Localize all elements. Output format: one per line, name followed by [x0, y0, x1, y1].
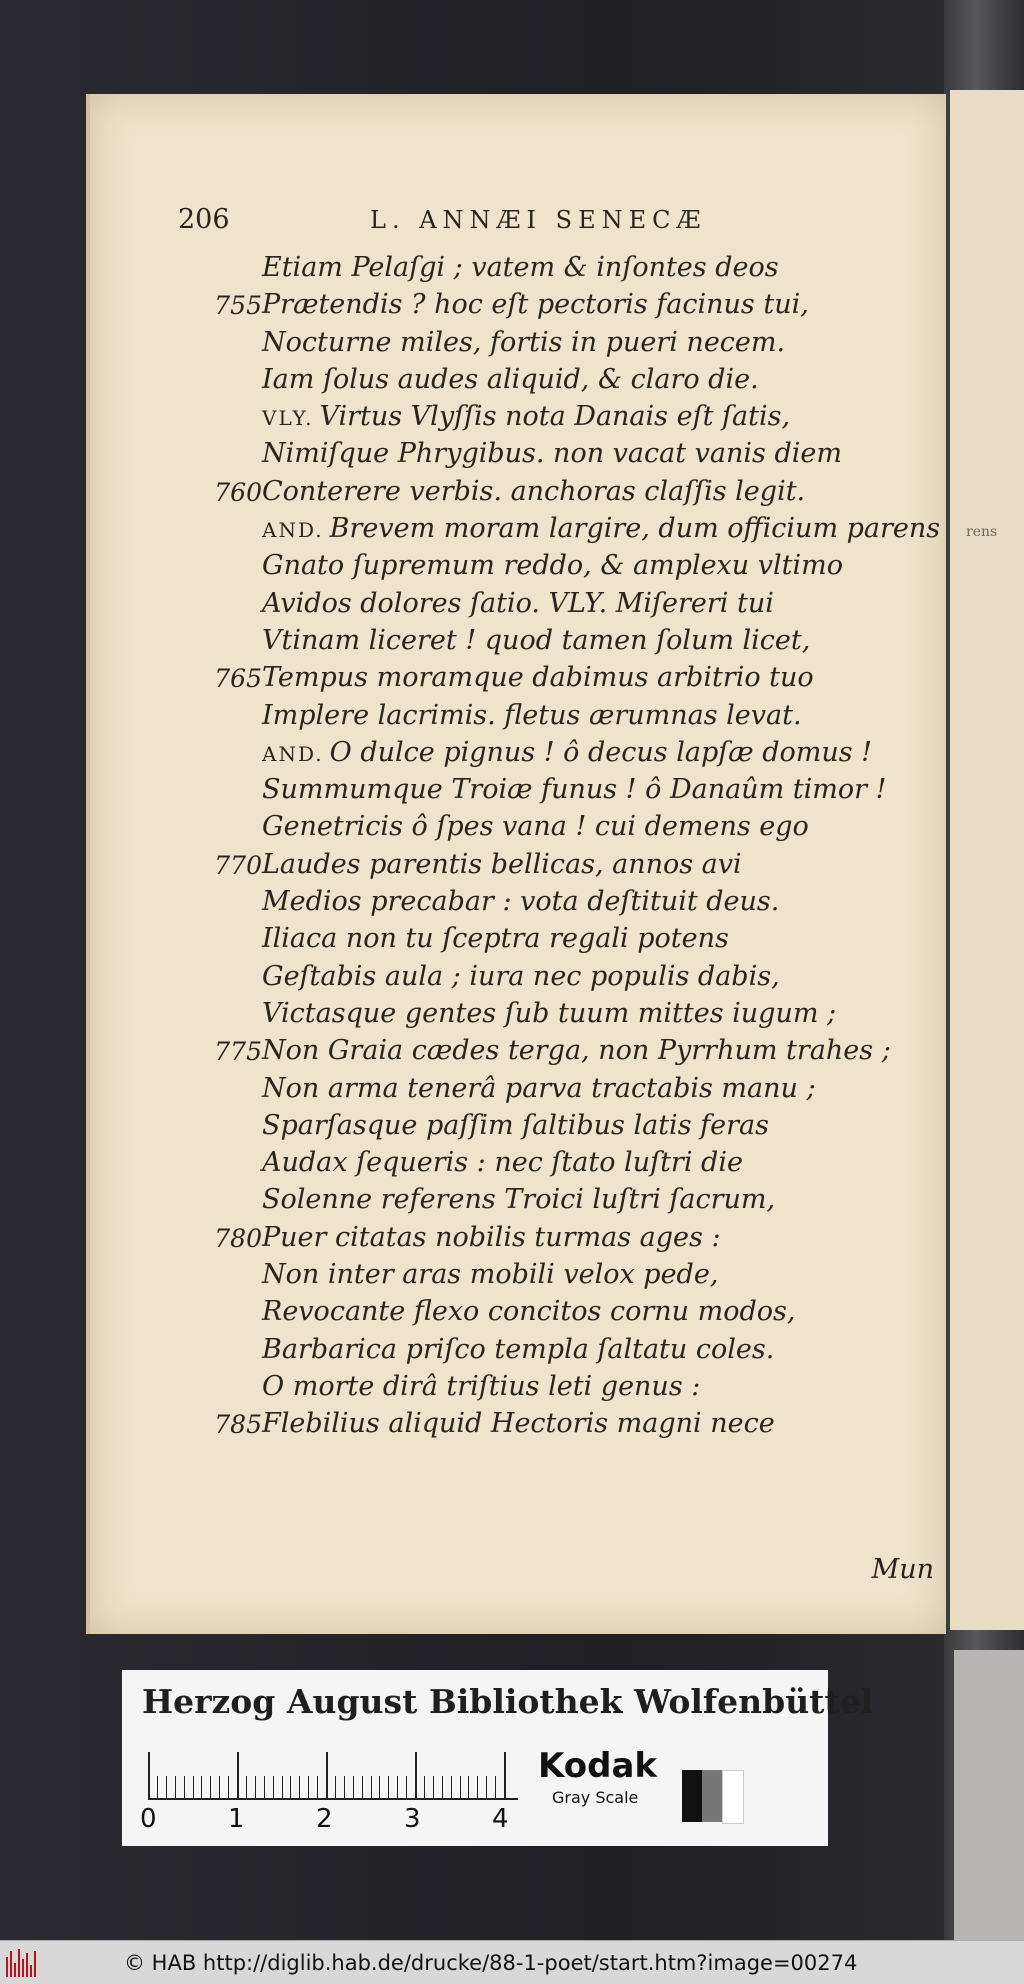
- verse-words: Gnato ſupremum reddo, & amplexu vltimo: [262, 550, 843, 582]
- verse-text: [262, 327, 785, 358]
- verse-text: [262, 961, 780, 992]
- ruler-tick: [282, 1776, 283, 1800]
- ruler-tick: [210, 1776, 211, 1800]
- verse-words: Nocturne miles, fortis in pueri necem.: [262, 326, 786, 358]
- verse-line: [90, 809, 946, 846]
- speaker-label: VLY.: [262, 406, 314, 431]
- verse-words: Summumque Troiæ funus ! ô Danaûm timor !: [262, 774, 887, 806]
- verse-text: [262, 1296, 795, 1327]
- verse-words: Non Graia cædes terga, non Pyrrhum trahes ;: [262, 1035, 891, 1067]
- ruler-tick: [353, 1776, 354, 1800]
- verse-text: [262, 662, 814, 693]
- verse-line: [90, 772, 946, 809]
- ruler-baseline: [148, 1798, 518, 1800]
- verse-words: Solenne referens Troici luſtri ſacrum,: [262, 1184, 776, 1216]
- verse-words: Medios precabar : vota deſtituit deus.: [262, 886, 780, 918]
- verse-text: [262, 849, 742, 880]
- ruler-tick: [326, 1752, 328, 1800]
- verse-line: [90, 1071, 946, 1108]
- ruler-tick: [406, 1776, 407, 1800]
- verse-words: Brevem moram largire, dum officium parens: [329, 513, 941, 545]
- verse-line: [90, 623, 946, 660]
- gray-scale-label: Gray Scale: [552, 1788, 639, 1807]
- verse-text: [262, 1147, 743, 1178]
- verse-words: Puer citatas nobilis turmas ages :: [262, 1221, 721, 1253]
- verse-words: Flebilius aliquid Hectoris magni nece: [262, 1408, 775, 1440]
- ruler-tick: [388, 1776, 389, 1800]
- verse-words: Conterere verbis. anchoras claſſis legit.: [262, 475, 806, 507]
- book-page: [86, 94, 946, 1634]
- ruler-tick: [442, 1776, 443, 1800]
- verse-text: [262, 513, 940, 544]
- ruler-tick: [264, 1776, 265, 1800]
- verse-text: [262, 774, 886, 805]
- line-number: 785: [214, 1410, 262, 1440]
- ruler-label-3: 3: [404, 1804, 421, 1834]
- verse-text: [262, 588, 774, 619]
- speaker-label: AND.: [262, 518, 324, 543]
- verse-line: [90, 325, 946, 362]
- verse-words: Vtinam liceret ! quod tamen ſolum licet,: [262, 624, 811, 656]
- line-number: 760: [214, 477, 262, 507]
- ruler-label-0: 0: [140, 1804, 157, 1834]
- line-number: 775: [214, 1037, 262, 1067]
- ruler-label-4: 4: [492, 1804, 509, 1834]
- verse-text: [262, 700, 802, 731]
- verse-text: [262, 923, 729, 954]
- facing-page-text: rens: [966, 524, 998, 540]
- verse-line: [90, 959, 946, 996]
- footer-bar: [0, 1940, 1024, 1984]
- running-title: L. ANNÆI SENECÆ: [370, 206, 707, 234]
- ruler-tick: [477, 1776, 478, 1800]
- verse-text: [262, 737, 872, 768]
- verse-words: Implere lacrimis. fletus ærumnas levat.: [262, 699, 802, 731]
- verse-text: [262, 476, 805, 507]
- verse-line: [90, 1220, 946, 1257]
- facing-page: [950, 90, 1024, 1630]
- verse-line: [90, 921, 946, 958]
- verse-words: Prætendis ? hoc eſt pectoris facinus tui,: [262, 289, 809, 321]
- ruler-tick: [228, 1776, 229, 1800]
- ruler-tick: [424, 1776, 425, 1800]
- verse-words: O dulce pignus ! ô decus lapſæ domus !: [329, 736, 873, 768]
- verse-line: [90, 586, 946, 623]
- line-number: 755: [214, 291, 262, 321]
- ruler-tick: [255, 1776, 256, 1800]
- verse-line: [90, 847, 946, 884]
- verse-line: [90, 735, 946, 772]
- verse-line: [90, 1182, 946, 1219]
- verse-words: Sparſasque paſſim ſaltibus latis feras: [262, 1109, 769, 1141]
- verse-line: [90, 548, 946, 585]
- ruler-tick: [148, 1752, 150, 1800]
- verse-line: [90, 660, 946, 697]
- verse-text: [262, 1259, 718, 1290]
- verse-line: [90, 1108, 946, 1145]
- speaker-label: AND.: [262, 741, 324, 766]
- ruler-tick: [362, 1776, 363, 1800]
- swatch-white: [722, 1770, 744, 1824]
- footer-link[interactable]: © HAB http://diglib.hab.de/drucke/88-1-poet/start.htm?image=00274: [124, 1951, 858, 1975]
- verse-line: [90, 1257, 946, 1294]
- catchword: Mun: [871, 1554, 934, 1585]
- verse-text: [262, 1371, 700, 1402]
- verse-text: [262, 998, 836, 1029]
- verse-line: [90, 1145, 946, 1182]
- verse-line: [90, 1332, 946, 1369]
- ruler-tick: [273, 1776, 274, 1800]
- verse-text: [262, 1073, 816, 1104]
- page-number: 206: [178, 204, 230, 235]
- ruler-tick: [344, 1776, 345, 1800]
- verse-line: [90, 1033, 946, 1070]
- verse-text: [262, 438, 842, 469]
- line-number: 770: [214, 850, 262, 880]
- verse-words: O morte dirâ triſtius leti genus :: [262, 1370, 701, 1402]
- verse-words: Non arma tenerâ parva tractabis manu ;: [262, 1072, 816, 1104]
- verse-line: [90, 698, 946, 735]
- verse-text: [262, 364, 759, 395]
- verse-words: Victasque gentes ſub tuum mittes iugum ;: [262, 997, 837, 1029]
- verse-text: [262, 1408, 775, 1439]
- ruler-tick: [175, 1776, 176, 1800]
- verse-words: Genetricis ô ſpes vana ! cui demens ego: [262, 811, 809, 843]
- color-chart: [122, 1670, 874, 1846]
- verse-line: [90, 996, 946, 1033]
- ruler-tick: [460, 1776, 461, 1800]
- line-number: 780: [214, 1223, 262, 1253]
- verse-text: [262, 1334, 774, 1365]
- verse-words: Laudes parentis bellicas, annos avi: [262, 848, 742, 880]
- kodak-logo: Kodak: [538, 1746, 657, 1786]
- ruler-tick: [433, 1776, 434, 1800]
- verse-line: [90, 362, 946, 399]
- verse-words: Non inter aras mobili velox pede,: [262, 1259, 719, 1291]
- verse-block: [90, 250, 946, 1444]
- ruler-tick: [308, 1776, 309, 1800]
- verse-line: [90, 436, 946, 473]
- verse-words: Revocante flexo concitos cornu modos,: [262, 1296, 796, 1328]
- verse-text: [262, 289, 809, 320]
- ruler-label-2: 2: [316, 1804, 333, 1834]
- verse-words: Audax ſequeris : nec ſtato luſtri die: [262, 1147, 743, 1179]
- ruler-tick: [468, 1776, 469, 1800]
- verse-text: [262, 811, 809, 842]
- verse-words: Geſtabis aula ; iura nec populis dabis,: [262, 960, 780, 992]
- ruler-tick: [379, 1776, 380, 1800]
- hab-logo-icon: [6, 1949, 46, 1977]
- ruler-tick: [415, 1752, 417, 1800]
- verse-text: [262, 550, 843, 581]
- line-number: 765: [214, 664, 262, 694]
- ruler-label-1: 1: [228, 1804, 245, 1834]
- ruler-tick: [166, 1776, 167, 1800]
- verse-text: [262, 625, 810, 656]
- verse-line: [90, 1294, 946, 1331]
- ruler-tick: [486, 1776, 487, 1800]
- ruler-tick: [504, 1752, 506, 1800]
- verse-text: [262, 1035, 891, 1066]
- verse-words: Avidos dolores ſatio. VLY. Miſereri tui: [262, 587, 774, 619]
- verse-words: Etiam Pelaſgi ; vatem & inſontes deos: [262, 252, 779, 283]
- verse-words: Iam ſolus audes aliquid, & claro die.: [262, 363, 759, 395]
- verse-words: Barbarica priſco templa ſaltatu coles.: [262, 1333, 775, 1365]
- verse-line: [90, 287, 946, 324]
- verse-line: [90, 1369, 946, 1406]
- verse-text: [262, 886, 779, 917]
- verse-line: [90, 474, 946, 511]
- ruler-tick: [237, 1752, 239, 1800]
- verse-text: [262, 1110, 769, 1141]
- verse-line: [90, 884, 946, 921]
- ruler-tick: [299, 1776, 300, 1800]
- ruler: [148, 1750, 518, 1800]
- swatch-gray: [702, 1770, 722, 1822]
- verse-words: Iliaca non tu ſceptra regali potens: [262, 923, 729, 955]
- verse-text: [262, 1184, 775, 1215]
- ruler-tick: [184, 1776, 185, 1800]
- verse-line: [90, 511, 946, 548]
- verse-text: [262, 401, 790, 432]
- ruler-tick: [219, 1776, 220, 1800]
- verse-words: Virtus Vlyſſis nota Danais eſt ſatis,: [319, 401, 791, 433]
- ruler-tick: [397, 1776, 398, 1800]
- ruler-tick: [371, 1776, 372, 1800]
- verse-line: [90, 1406, 946, 1443]
- swatch-black: [682, 1770, 702, 1822]
- ruler-tick: [193, 1776, 194, 1800]
- verse-text: [262, 1222, 721, 1253]
- ruler-tick: [290, 1776, 291, 1800]
- verse-words: Tempus moramque dabimus arbitrio tuo: [262, 662, 814, 694]
- verse-line: [90, 250, 946, 287]
- verse-line: [90, 399, 946, 436]
- ruler-tick: [201, 1776, 202, 1800]
- verse-text: [262, 252, 779, 283]
- ruler-tick: [317, 1776, 318, 1800]
- facing-chart-edge: [954, 1650, 1024, 1940]
- running-head: [90, 204, 946, 240]
- ruler-tick: [451, 1776, 452, 1800]
- ruler-tick: [335, 1776, 336, 1800]
- verse-words: Nimiſque Phrygibus. non vacat vanis diem: [262, 438, 842, 470]
- ruler-tick: [157, 1776, 158, 1800]
- library-name: Herzog August Bibliothek Wolfenbüttel: [142, 1682, 874, 1721]
- ruler-tick: [495, 1776, 496, 1800]
- ruler-tick: [246, 1776, 247, 1800]
